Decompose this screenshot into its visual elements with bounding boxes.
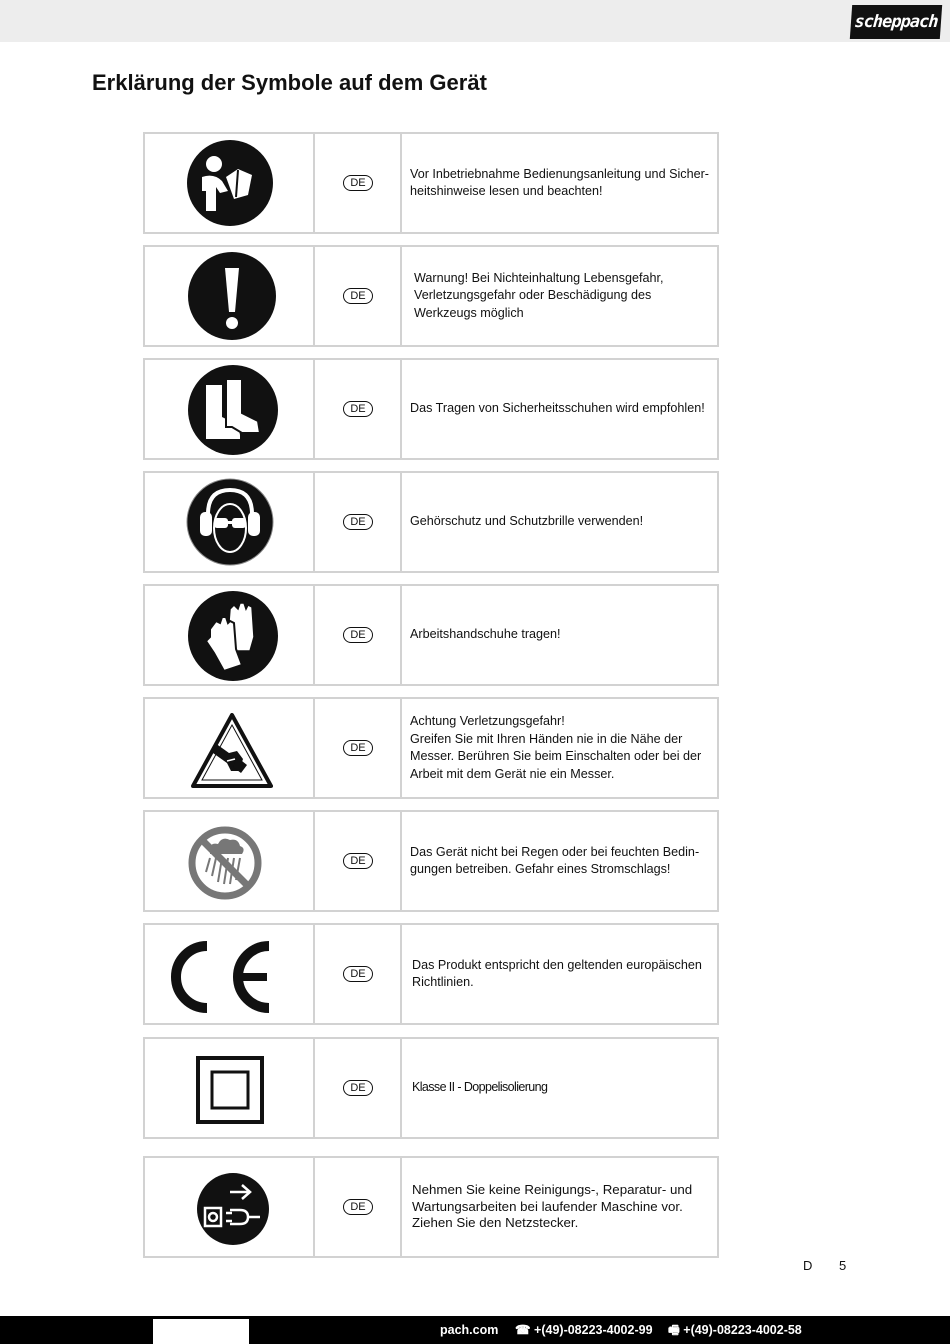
symbol-cell	[145, 699, 315, 797]
language-cell	[315, 247, 402, 345]
symbol-cell	[145, 473, 315, 571]
language-cell	[315, 586, 402, 684]
ear-eye-protection-icon	[186, 478, 274, 566]
symbol-description: Das Produkt entspricht den geltenden europäischen Richtlinien.	[412, 957, 702, 989]
language-cell	[315, 812, 402, 910]
footer-bar	[0, 1316, 950, 1344]
page-number: 5	[839, 1258, 847, 1273]
hand-injury-warning-icon	[191, 713, 273, 789]
language-badge: DE	[343, 514, 373, 530]
symbol-row-ce-mark	[143, 923, 719, 1025]
language-badge: DE	[343, 1199, 373, 1215]
language-badge: DE	[343, 1080, 373, 1096]
footer-fax: 🖷 +(49)-08223-4002-58	[668, 1323, 802, 1337]
symbol-row-safety-boots	[143, 358, 719, 460]
class-ii-insulation-icon	[196, 1056, 264, 1124]
symbol-description: Das Tragen von Sicherheitsschuhen wird empfohlen!	[410, 401, 705, 416]
safety-boots-icon	[188, 365, 278, 455]
symbol-row-read-manual	[143, 132, 719, 234]
symbol-description: Warnung! Bei Nichteinhaltung Lebensgefahr, Verletzungsgefahr oder Beschädigung des Werkzeugs möglich	[414, 270, 664, 320]
symbol-cell	[145, 586, 315, 684]
top-bar	[0, 0, 950, 42]
symbol-row-unplug	[143, 1156, 719, 1258]
symbol-cell	[145, 247, 315, 345]
warning-exclamation-icon	[188, 252, 276, 340]
unplug-icon	[196, 1172, 270, 1246]
symbol-row-ear-eye-protection	[143, 471, 719, 573]
symbol-row-no-rain	[143, 810, 719, 912]
no-rain-icon	[188, 826, 262, 900]
language-badge: DE	[343, 853, 373, 869]
symbol-description: Gehörschutz und Schutzbrille verwenden!	[410, 514, 644, 529]
symbol-description: Vor Inbetriebnahme Bedienungsanleitung und Sicher- heitshinweise lesen und beachten!	[410, 166, 709, 198]
symbol-row-warning	[143, 245, 719, 347]
ce-mark-icon	[169, 941, 273, 1013]
language-badge: DE	[343, 401, 373, 417]
footer-website[interactable]: pach.com	[440, 1323, 499, 1337]
page-title: Erklärung der Symbole auf dem Gerät	[92, 70, 487, 95]
language-badge: DE	[343, 966, 373, 982]
work-gloves-icon	[188, 591, 278, 681]
symbol-cell	[145, 812, 315, 910]
symbol-description: Achtung Verletzungsgefahr! Greifen Sie mit Ihren Händen nie in die Nähe der Messer. Berühren Sie beim Einschalten oder bei der Arbeit mit dem Gerät nie ein Messer.	[410, 714, 702, 781]
read-manual-icon	[186, 139, 274, 227]
language-cell	[315, 473, 402, 571]
symbol-row-class-ii	[143, 1037, 719, 1139]
language-badge: DE	[343, 627, 373, 643]
language-cell	[315, 360, 402, 458]
symbol-description: Klasse II - Doppelisolierung	[412, 1080, 548, 1095]
symbol-row-gloves	[143, 584, 719, 686]
page-letter: D	[803, 1258, 813, 1273]
symbol-description: Nehmen Sie keine Reinigungs-, Reparatur- und Wartungsarbeiten bei laufender Maschine vor. Ziehen Sie den Netzstecker.	[412, 1182, 693, 1231]
footer-phone: ☎ +(49)-08223-4002-99	[515, 1323, 653, 1337]
symbol-cell	[145, 1158, 315, 1256]
language-badge: DE	[343, 175, 373, 191]
symbol-description: Arbeitshandschuhe tragen!	[410, 627, 561, 642]
language-badge: DE	[343, 288, 373, 304]
language-cell	[315, 134, 402, 232]
language-cell	[315, 925, 402, 1023]
scheppach-logo: scheppach	[850, 5, 942, 39]
symbol-description: Das Gerät nicht bei Regen oder bei feuchten Bedin- gungen betreiben. Gefahr eines Stromschlags!	[410, 844, 700, 876]
footer-white-box	[153, 1319, 249, 1344]
language-badge: DE	[343, 740, 373, 756]
symbol-row-hand-injury	[143, 697, 719, 799]
symbol-cell	[145, 134, 315, 232]
language-cell	[315, 1158, 402, 1256]
symbol-cell	[145, 925, 315, 1023]
language-cell	[315, 699, 402, 797]
symbol-cell	[145, 1039, 315, 1137]
symbol-cell	[145, 360, 315, 458]
language-cell	[315, 1039, 402, 1137]
